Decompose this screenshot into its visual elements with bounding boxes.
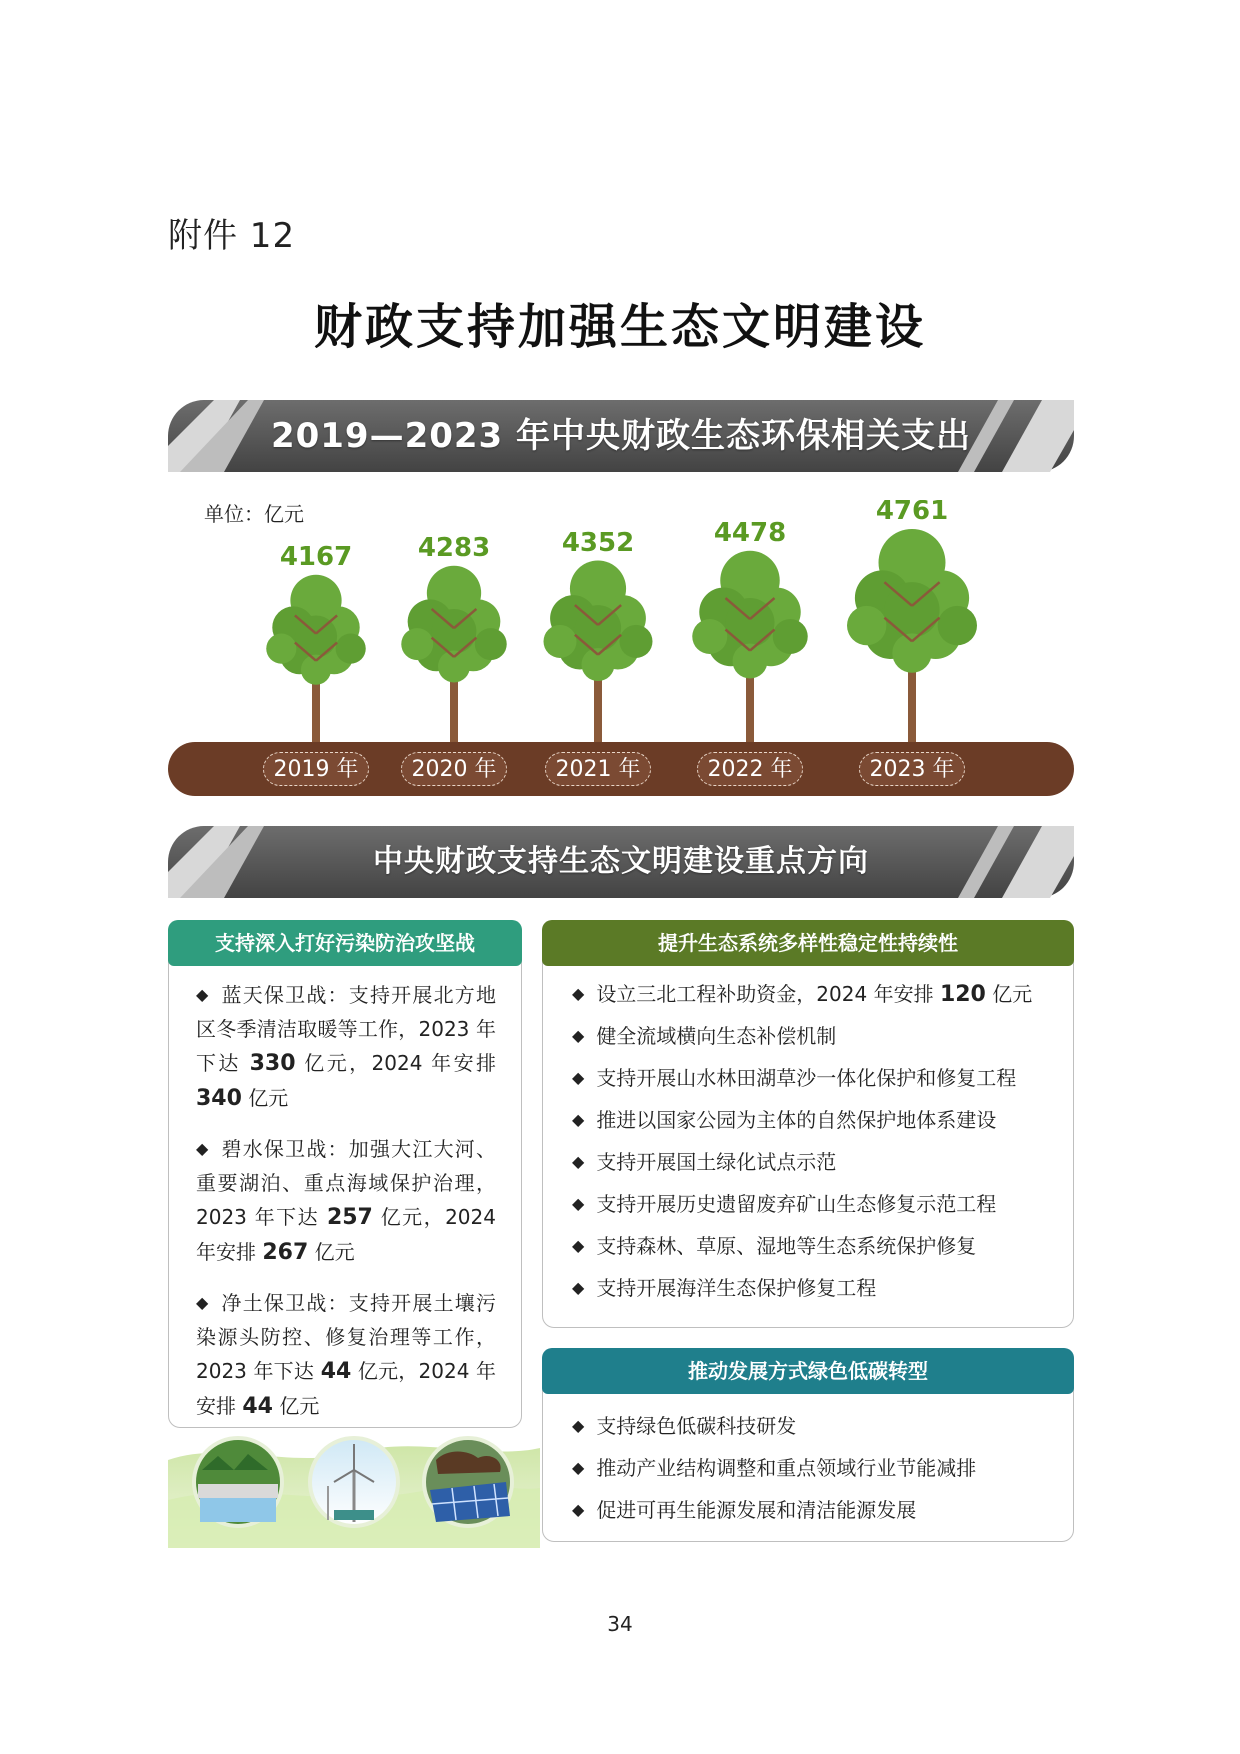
list-item: ◆ 设立三北工程补助资金，2024 年安排 120 亿元 <box>572 982 1033 1007</box>
list-item: ◆ 支持开展海洋生态保护修复工程 <box>572 1276 877 1300</box>
diamond-bullet-icon: ◆ <box>572 984 585 1003</box>
diamond-bullet-icon: ◆ <box>196 1139 209 1158</box>
dam-icon <box>194 1438 282 1526</box>
diamond-bullet-icon: ◆ <box>572 1236 585 1255</box>
diamond-bullet-icon: ◆ <box>572 1278 585 1297</box>
x-tick-label: 2020 年 <box>401 752 507 786</box>
wind-turbine-icon <box>310 1438 398 1526</box>
tree-foliage <box>336 634 366 664</box>
list-item: ◆ 支持绿色低碳科技研发 <box>572 1414 797 1438</box>
diamond-bullet-icon: ◆ <box>572 1068 585 1087</box>
directions-banner-title: 中央财政支持生态文明建设重点方向 <box>373 844 869 879</box>
list-item: ◆ 支持开展山水林田湖草沙一体化保护和修复工程 <box>572 1066 1017 1090</box>
diamond-bullet-icon: ◆ <box>572 1110 585 1129</box>
value-label: 4167 <box>279 542 353 573</box>
list-item: ◆ 蓝天保卫战：支持开展北方地区冬季清洁取暖等工作，2023 年下达 330 亿元，2024 年安排 340 亿元 <box>196 978 496 1116</box>
diamond-bullet-icon: ◆ <box>196 1293 209 1312</box>
page-number: 34 <box>607 1612 633 1636</box>
value-label: 4478 <box>713 518 787 549</box>
pollution-card-body <box>196 978 496 1440</box>
diamond-bullet-icon: ◆ <box>572 1194 585 1213</box>
chart-banner-title: 2019—2023 年中央财政生态环保相关支出 <box>270 416 972 456</box>
tree-foliage <box>543 625 576 658</box>
chart-banner <box>168 400 1074 472</box>
solar-panel-icon <box>424 1438 512 1526</box>
pollution-card-header: 支持深入打好污染防治攻坚战 <box>168 920 522 966</box>
x-tick-label: 2022 年 <box>697 752 803 786</box>
tree-foliage <box>733 644 768 679</box>
diamond-bullet-icon: ◆ <box>572 1500 585 1519</box>
directions-banner <box>168 826 1074 898</box>
tree-foliage <box>619 625 652 658</box>
list-item: ◆ 推进以国家公园为主体的自然保护地体系建设 <box>572 1108 997 1132</box>
diamond-bullet-icon: ◆ <box>572 1026 585 1045</box>
tree-bar <box>692 551 807 744</box>
list-item: ◆ 推动产业结构调整和重点领域行业节能减排 <box>572 1456 977 1480</box>
diamond-bullet-icon: ◆ <box>572 1416 585 1435</box>
list-item: ◆ 促进可再生能源发展和清洁能源发展 <box>572 1498 917 1522</box>
list-item: ◆ 碧水保卫战：加强大江大河、重要湖泊、重点海域保护治理，2023 年下达 257 亿元，2024 年安排 267 亿元 <box>196 1132 496 1270</box>
list-item: ◆ 健全流域横向生态补偿机制 <box>572 1024 837 1048</box>
unit-label: 单位：亿元 <box>204 502 304 526</box>
list-item: ◆ 支持开展国土绿化试点示范 <box>572 1150 837 1174</box>
page-title: 财政支持加强生态文明建设 <box>313 299 926 355</box>
x-tick-label: 2021 年 <box>545 752 651 786</box>
tree-foliage <box>773 619 808 654</box>
value-label: 4761 <box>875 500 949 527</box>
ecosystem-card-header: 提升生态系统多样性稳定性持续性 <box>542 920 1074 966</box>
diamond-bullet-icon: ◆ <box>572 1152 585 1171</box>
tree-foliage <box>266 634 296 664</box>
tree-bar <box>543 560 652 744</box>
tree-foliage <box>475 628 507 660</box>
value-label: 4352 <box>561 527 635 558</box>
x-tick-label: 2019 年 <box>263 752 369 786</box>
list-item: ◆ 净土保卫战：支持开展土壤污染源头防控、修复治理等工作，2023 年下达 44 亿元，2024 年安排 44 亿元 <box>196 1286 496 1424</box>
low-carbon-card-header: 推动发展方式绿色低碳转型 <box>542 1348 1074 1394</box>
x-tick-label: 2023 年 <box>859 752 965 786</box>
diamond-bullet-icon: ◆ <box>572 1458 585 1477</box>
tree-foliage <box>892 633 931 672</box>
tree-bar <box>847 529 977 744</box>
tree-foliage <box>692 619 727 654</box>
tree-bar <box>401 566 506 744</box>
diamond-bullet-icon: ◆ <box>196 985 209 1004</box>
tree-foliage <box>938 606 977 645</box>
tree-foliage <box>401 628 433 660</box>
list-item: ◆ 支持森林、草原、湿地等生态系统保护修复 <box>572 1234 977 1258</box>
annex-label: 附件 12 <box>168 216 296 256</box>
green-energy-illustration <box>168 1430 540 1548</box>
tree-bar <box>266 575 366 744</box>
tree-foliage <box>581 648 614 681</box>
list-item: ◆ 支持开展历史遗留废弃矿山生态修复示范工程 <box>572 1192 997 1216</box>
value-label: 4283 <box>417 533 491 564</box>
tree-foliage <box>847 606 886 645</box>
